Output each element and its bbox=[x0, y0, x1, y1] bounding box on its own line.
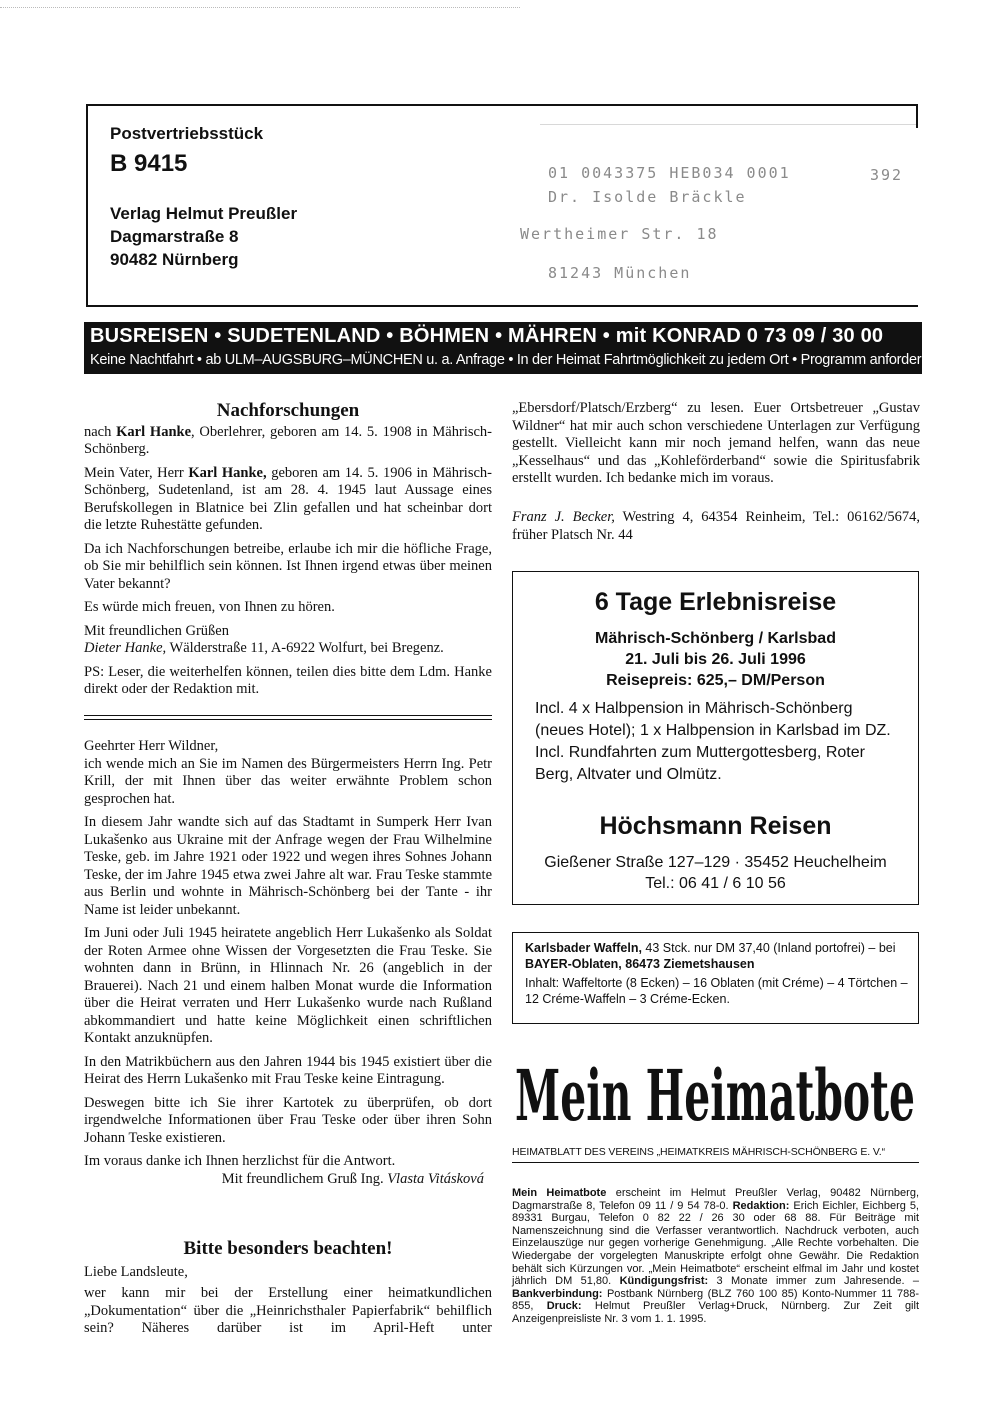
bitte-text-part1: wer kann mir bei der Erstellung einer heimatkundlichen „Dokumentation“ über die „Heinrichsthaler Papierfabrik“ behilflich sein? Näheres darüber ist im April-Heft unter bbox=[84, 1285, 492, 1336]
masthead-logo-graphic bbox=[512, 1042, 919, 1142]
ad-company: Höchsmann Reisen bbox=[599, 812, 832, 840]
travel-ad bbox=[512, 571, 919, 905]
postal-code: B 9415 bbox=[110, 150, 188, 177]
publisher-street: Dagmarstraße 8 bbox=[110, 227, 239, 246]
ad-summary bbox=[513, 628, 918, 691]
ad-phone: Tel.: 06 41 / 6 10 56 bbox=[645, 875, 786, 892]
waffeln-contents: Inhalt: Waffeltorte (8 Ecken) – 16 Oblaten (mit Créme) – 4 Törtchen – 12 Créme-Waffeln – 3 Créme-Ecken. bbox=[525, 976, 908, 1006]
bitte-heading: Bitte besonders beachten! bbox=[183, 1238, 393, 1259]
nachforschungen-heading: Nachforschungen bbox=[216, 400, 360, 421]
bitte-article bbox=[84, 1240, 492, 1281]
nachforschungen-article bbox=[84, 402, 492, 705]
letter-closing: Mit freundlichem Gruß Ing. Vlasta Vitásková bbox=[221, 1170, 484, 1187]
paragraph: Im voraus danke ich Ihnen herzlichst für die Antwort. bbox=[84, 1153, 396, 1169]
recipient-street: Wertheimer Str. 18 bbox=[520, 225, 719, 243]
banner-headline: BUSREISEN • SUDETENLAND • BÖHMEN • MÄHREN • mit KONRAD 0 73 09 / 30 00 bbox=[90, 325, 884, 347]
signature-name: Vlasta Vitásková bbox=[387, 1170, 484, 1187]
ad-dates: 21. Juli bis 26. Juli 1996 bbox=[625, 651, 806, 668]
top-edge-line bbox=[0, 7, 520, 8]
paragraph: Mein Vater, Herr Karl Hanke, geboren am 14. 5. 1906 in Mährisch-Schönberg, Sudetenland, ist am 28. 4. 1945 laut Aussage eines Berufskollegen in Blatnice bei Zlin gefallen und hat scheinbar dort die letzte Ruhestätte gefunden. bbox=[84, 464, 492, 533]
waffeln-offer: Karlsbader Waffeln, 43 Stck. nur DM 37,40 (Inland portofrei) – bei BAYER-Oblaten, 86473 Ziemetshausen bbox=[525, 941, 896, 971]
bus-travel-banner bbox=[84, 322, 929, 374]
address-frame-corner bbox=[916, 104, 918, 128]
ad-title: 6 Tage Erlebnisreise bbox=[594, 588, 837, 616]
letter-salutation: Geehrter Herr Wildner, bbox=[84, 738, 219, 754]
masthead-subtitle: HEIMATBLATT DES VEREINS „HEIMATKREIS MÄHRISCH-SCHÖNBERG E. V.“ bbox=[512, 1146, 886, 1158]
paragraph: Es würde mich freuen, von Ihnen zu hören. bbox=[84, 599, 335, 615]
ad-contact bbox=[513, 852, 918, 894]
recipient-city: 81243 München bbox=[548, 264, 692, 282]
imprint: Mein Heimatbote erscheint im Helmut Preußler Verlag, 90482 Nürnberg, Dagmarstraße 8, Telefon 09 11 / 9 54 78-0. Redaktion: Erich Eichler, Eichberg 5, 89331 Burgau, Telefon 0 82 22 / 26 30 oder 68 88. Für Beiträge mit Namenszeichnung sind die Verfasser verantwortlich. Nachdruck verboten, auch Einzelauszüge nur gegen vorherige Genehmigung. „Alle Rechte vorbehalten. Die Wiedergabe der vorgelegten Manuskripte erfolgt ohne Gewähr. Die Redaktion behält sich Kürzungen vor. „Mein Heimatbote“ erscheint elfmal im Jahr und kostet jährlich DM 51,80. Kündigungsfrist: 3 Monate immer zum Jahresende. – Bankverbindung: Postbank Nürnberg (BLZ 760 100 85) Konto-Nummer 11 788-855, Druck: Helmut Preußler Verlag+Druck, Nürnberg. Zur Zeit gilt Anzeigenpreisliste Nr. 3 vom 1. 1. 1995. bbox=[512, 1187, 920, 1325]
masthead-rule bbox=[512, 1162, 919, 1163]
publisher-address bbox=[110, 202, 297, 271]
signature: Dieter Hanke, Wälderstraße 11, A-6922 Wolfurt, bei Bregenz. bbox=[84, 640, 444, 656]
person-name: Karl Hanke bbox=[116, 423, 192, 440]
masthead-logo bbox=[512, 1042, 919, 1142]
section-divider bbox=[84, 715, 492, 720]
paragraph: nach Karl Hanke, Oberlehrer, geboren am 14. 5. 1908 in Mährisch-Schönberg. bbox=[84, 423, 493, 457]
label-edge bbox=[540, 124, 916, 125]
paragraph: ich wende mich an Sie im Namen des Bürgermeisters Herrn Ing. Petr Krill, der mit Ihnen über das weiter erwähnte Problem schon gesprochen hat. bbox=[84, 755, 492, 807]
ad-price: Reisepreis: 625,– DM/Person bbox=[606, 672, 825, 689]
signature-name: Franz J. Becker, bbox=[512, 509, 615, 525]
publisher-name: Verlag Helmut Preußler bbox=[110, 204, 298, 223]
paragraph: In diesem Jahr wandte sich auf das Stadtamt in Sumperk Herr Ivan Lukašenko aus Ukraine mit der Anfrage wegen der Frau Wilhelmine Teske, geb. im Jahre 1921 oder 1922 und wegen ihres Sohnes Johann Teske, der im Jahre 1945 etwa zwei Jahre alt war. Frau Teske stammte aus Berlin und wohnte in Mährisch-Schönberg bei der Tante - ihr Name ist leider unbekannt. bbox=[84, 814, 492, 918]
bitte-salutation: Liebe Landsleute, bbox=[84, 1263, 188, 1280]
postal-label: Postvertriebsstück bbox=[110, 124, 264, 143]
ad-route: Mährisch-Schönberg / Karlsbad bbox=[595, 630, 836, 647]
postscript: PS: Leser, die weiterhelfen können, teilen dies bitte dem Ldm. Hanke direkt oder der Redaktion mit. bbox=[84, 663, 492, 697]
paragraph: In den Matrikbüchern aus den Jahren 1944 bis 1945 existiert über die Heirat des Herrn Lukašenko mit Frau Teske keine Eintragung. bbox=[84, 1053, 492, 1087]
recipient-number: 392 bbox=[870, 166, 904, 184]
paragraph: Deswegen bitte ich Sie ihrer Kartotek zu überprüfen, ob dort irgendwelche Informationen über Frau Teske oder über ihren Sohn Johann Teske existieren. bbox=[84, 1094, 492, 1146]
letter-article bbox=[84, 738, 492, 1194]
paragraph: Im Juni oder Juli 1945 heiratete angeblich Herr Lukašenko als Soldat der Roten Armee ohne Wissen der Vorgesetzten die Frau Teske. Sie wohnten dann in Brünn, in Hlinnach Nr. 26 (angeblich in der Brauerei). Nach 21 und einem halben Monat wurde die Information über die Heirat verraten und Herr Lukašenko wurde nach Rußland abkommandiert und hatte keine Möglichkeit einen schriftlichen Kontakt anzuknüpfen. bbox=[84, 925, 492, 1046]
masthead-title: Mein Heimatbote bbox=[515, 1054, 915, 1137]
paragraph: Da ich Nachforschungen betreibe, erlaube ich mir die höfliche Frage, ob Sie mir behilflich sein können. Ist Ihnen irgend etwas über meinen Vater bekannt? bbox=[84, 540, 492, 592]
ad-details: Incl. 4 x Halbpension in Mährisch-Schönberg (neues Hotel); 1 x Halbpension in Karlsbad im DZ. Incl. Rundfahrten zum Muttergottesberg, Roter Berg, Altvater und Olmütz. bbox=[535, 700, 891, 783]
banner-subline: Keine Nachtfahrt • ab ULM–AUGSBURG–MÜNCHEN u. a. Anfrage • In der Heimat Fahrtmöglichkeit zu jedem Ort • Programm anfordern bbox=[90, 352, 929, 368]
signature-name: Dieter Hanke, bbox=[84, 640, 167, 656]
bitte-signature: Franz J. Becker, Westring 4, 64354 Reinheim, Tel.: 06162/5674, früher Platsch Nr. 44 bbox=[512, 509, 920, 543]
imprint-name: Mein Heimatbote bbox=[512, 1187, 607, 1199]
recipient-code: 01 0043375 HEB034 0001 bbox=[548, 164, 791, 182]
recipient-name: Dr. Isolde Bräckle bbox=[548, 188, 747, 206]
waffeln-vendor: BAYER-Oblaten, 86473 Ziemetshausen bbox=[525, 956, 755, 971]
waffeln-ad bbox=[512, 932, 919, 1024]
ad-address: Gießener Straße 127–129 · 35452 Heuchelheim bbox=[544, 854, 887, 871]
waffeln-name: Karlsbader Waffeln, bbox=[525, 941, 642, 955]
paragraph: Mit freundlichen Grüßen bbox=[84, 622, 229, 639]
publisher-city: 90482 Nürnberg bbox=[110, 250, 239, 269]
bitte-text-part2: „Ebersdorf/Platsch/Erzberg“ zu lesen. Euer Ortsbetreuer „Gustav Wildner“ hat mir auch schon verschiedene Unterlagen zur Verfügung gestellt. Vielleicht kann mir noch jemand helfen, wann das neue „Kesselhaus“ und das „Kohleförderband“ sowie die Spiritusfabrik erstellt wurden. Ich bedanke mich im voraus. bbox=[512, 400, 920, 486]
person-name: Karl Hanke, bbox=[188, 464, 267, 481]
